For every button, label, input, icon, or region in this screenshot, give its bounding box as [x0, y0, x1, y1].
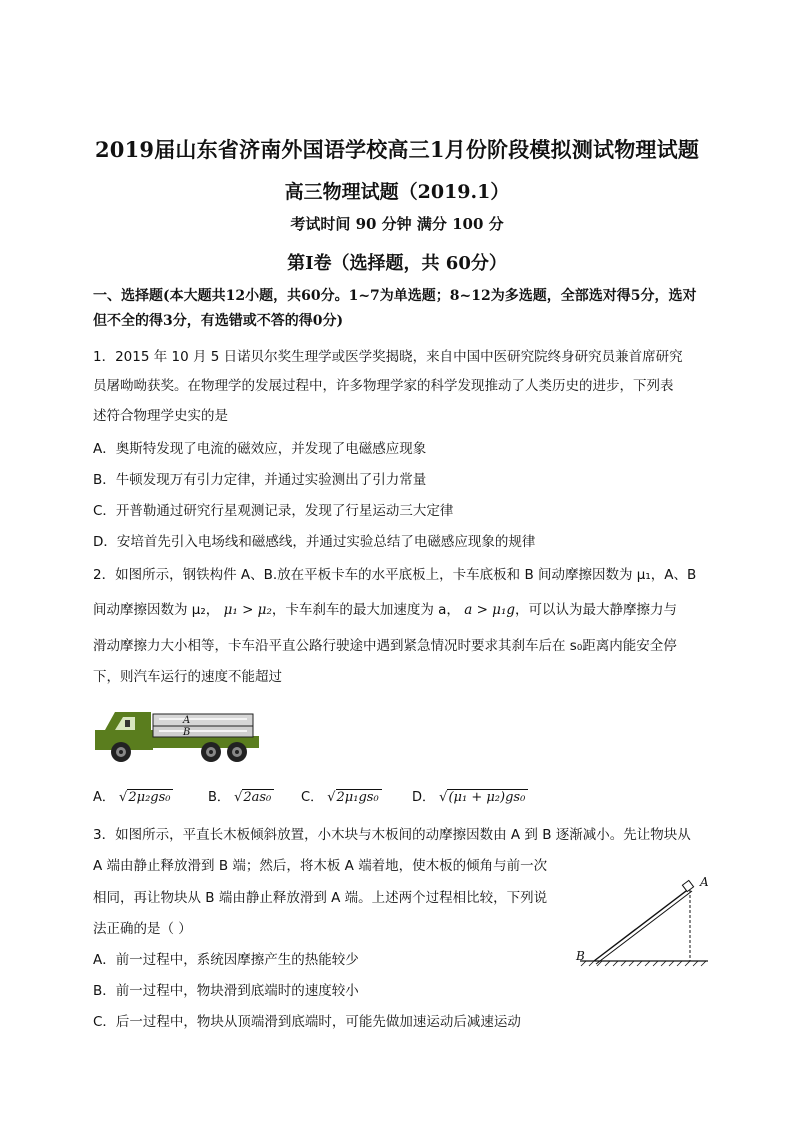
- q1-option-a: A．奥斯特发现了电流的磁效应，并发现了电磁感应现象: [93, 441, 427, 457]
- q1-option-b: B．牛顿发现万有引力定律，并通过实验测出了引力常量: [93, 472, 427, 488]
- incline-figure: [572, 874, 712, 968]
- q2-option-expr: (μ₁ + μ₂)gs₀: [447, 789, 528, 805]
- sqrt-symbol: √: [439, 790, 448, 805]
- q2-option-b: [208, 786, 274, 805]
- q3-option-b: B．前一过程中，物块滑到底端时的速度较小: [93, 983, 359, 999]
- exam-subtitle: 高三物理试题（2019.1）: [284, 181, 510, 203]
- section-instructions-line1: 一、选择题(本大题共12小题，共60分。1~7为单选题；8~12为多选题，全部选对得5分，选对: [93, 288, 697, 304]
- q2-option-letter: A．: [93, 790, 115, 805]
- exam-info: 考试时间 90 分钟 满分 100 分: [290, 215, 504, 233]
- q2-option-a: [93, 786, 173, 805]
- incline-label-a: A: [700, 875, 709, 889]
- wheel-icon: [201, 742, 221, 762]
- q2-option-d: [412, 786, 528, 805]
- q3-option-c: C．后一过程中，物块从顶端滑到底端时，可能先做加速运动后减速运动: [93, 1014, 521, 1030]
- wheel-icon: [227, 742, 247, 762]
- q2-stem-line4: 下，则汽车运行的速度不能超过: [93, 669, 282, 685]
- inclined-board: [594, 888, 690, 961]
- q1-option-d: D．安培首先引入电场线和磁感线，并通过实验总结了电磁感应现象的规律: [93, 534, 536, 550]
- sqrt-symbol: √: [327, 790, 336, 805]
- exam-title: 2019届山东省济南外国语学校高三1月份阶段模拟测试物理试题: [94, 137, 700, 162]
- wheel-icon: [111, 742, 131, 762]
- small-block: [682, 880, 693, 891]
- q2-condition-mu: μ₁ > μ₂: [223, 602, 272, 618]
- q1-stem-line1: 1．2015 年 10 月 5 日诺贝尔奖生理学或医学奖揭晓，来自中国中医研究院终身研究员兼首席研究: [93, 349, 683, 365]
- q1-stem-line2: 员屠呦呦获奖。在物理学的发展过程中，许多物理学家的科学发现推动了人类历史的进步，下列表: [93, 378, 674, 394]
- q2-option-expr: 2μ₂gs₀: [127, 789, 173, 805]
- q2-option-c: [301, 786, 382, 805]
- q3-stem-line1: 3．如图所示，平直长木板倾斜放置，小木块与木板间的动摩擦因数由 A 到 B 逐渐减小。先让物块从: [93, 827, 691, 843]
- q2-stem-line2a: 间动摩擦因数为 μ₂，: [93, 602, 220, 618]
- q3-stem-line2: A 端由静止释放滑到 B 端；然后，将木板 A 端着地，使木板的倾角与前一次: [93, 858, 548, 874]
- part-title: 第Ⅰ卷（选择题，共 60分）: [287, 253, 507, 274]
- section-instructions-line2: 但不全的得3分，有选错或不答的得0分): [93, 313, 344, 329]
- q2-option-expr: 2μ₁gs₀: [336, 789, 382, 805]
- sqrt-symbol: √: [119, 790, 128, 805]
- q3-stem-line4: 法正确的是（ ）: [93, 921, 192, 937]
- q2-condition-a: a > μ₁g: [464, 602, 516, 618]
- sqrt-symbol: √: [234, 790, 243, 805]
- q2-stem-line2b: ，卡车刹车的最大加速度为 a，: [271, 602, 460, 618]
- q2-option-expr: 2as₀: [242, 789, 274, 805]
- incline-label-b: B: [576, 949, 585, 963]
- figure-label-b: B: [183, 727, 191, 738]
- q1-stem-line3: 述符合物理学史实的是: [93, 408, 228, 424]
- figure-label-a: A: [183, 715, 191, 726]
- truck-figure: [93, 708, 263, 764]
- q3-stem-line3: 相同，再让物块从 B 端由静止释放滑到 A 端。上述两个过程相比较，下列说: [93, 890, 548, 906]
- q2-option-letter: C．: [301, 790, 324, 805]
- q1-option-c: C．开普勒通过研究行星观测记录，发现了行星运动三大定律: [93, 503, 454, 519]
- q2-stem-line2: [93, 598, 677, 618]
- q3-option-a: A．前一过程中，系统因摩擦产生的热能较少: [93, 952, 359, 968]
- q2-stem-line3: 滑动摩擦力大小相等，卡车沿平直公路行驶途中遇到紧急情况时要求其刹车后在 s₀距离内能安全停: [93, 638, 677, 654]
- q2-option-letter: B．: [208, 790, 230, 805]
- q2-stem-line1: 2．如图所示，钢铁构件 A、B.放在平板卡车的水平底板上，卡车底板和 B 间动摩擦因数为 μ₁，A、B: [93, 567, 697, 583]
- q2-option-letter: D．: [412, 790, 436, 805]
- q2-stem-line2c: ，可以认为最大静摩擦力与: [515, 602, 678, 618]
